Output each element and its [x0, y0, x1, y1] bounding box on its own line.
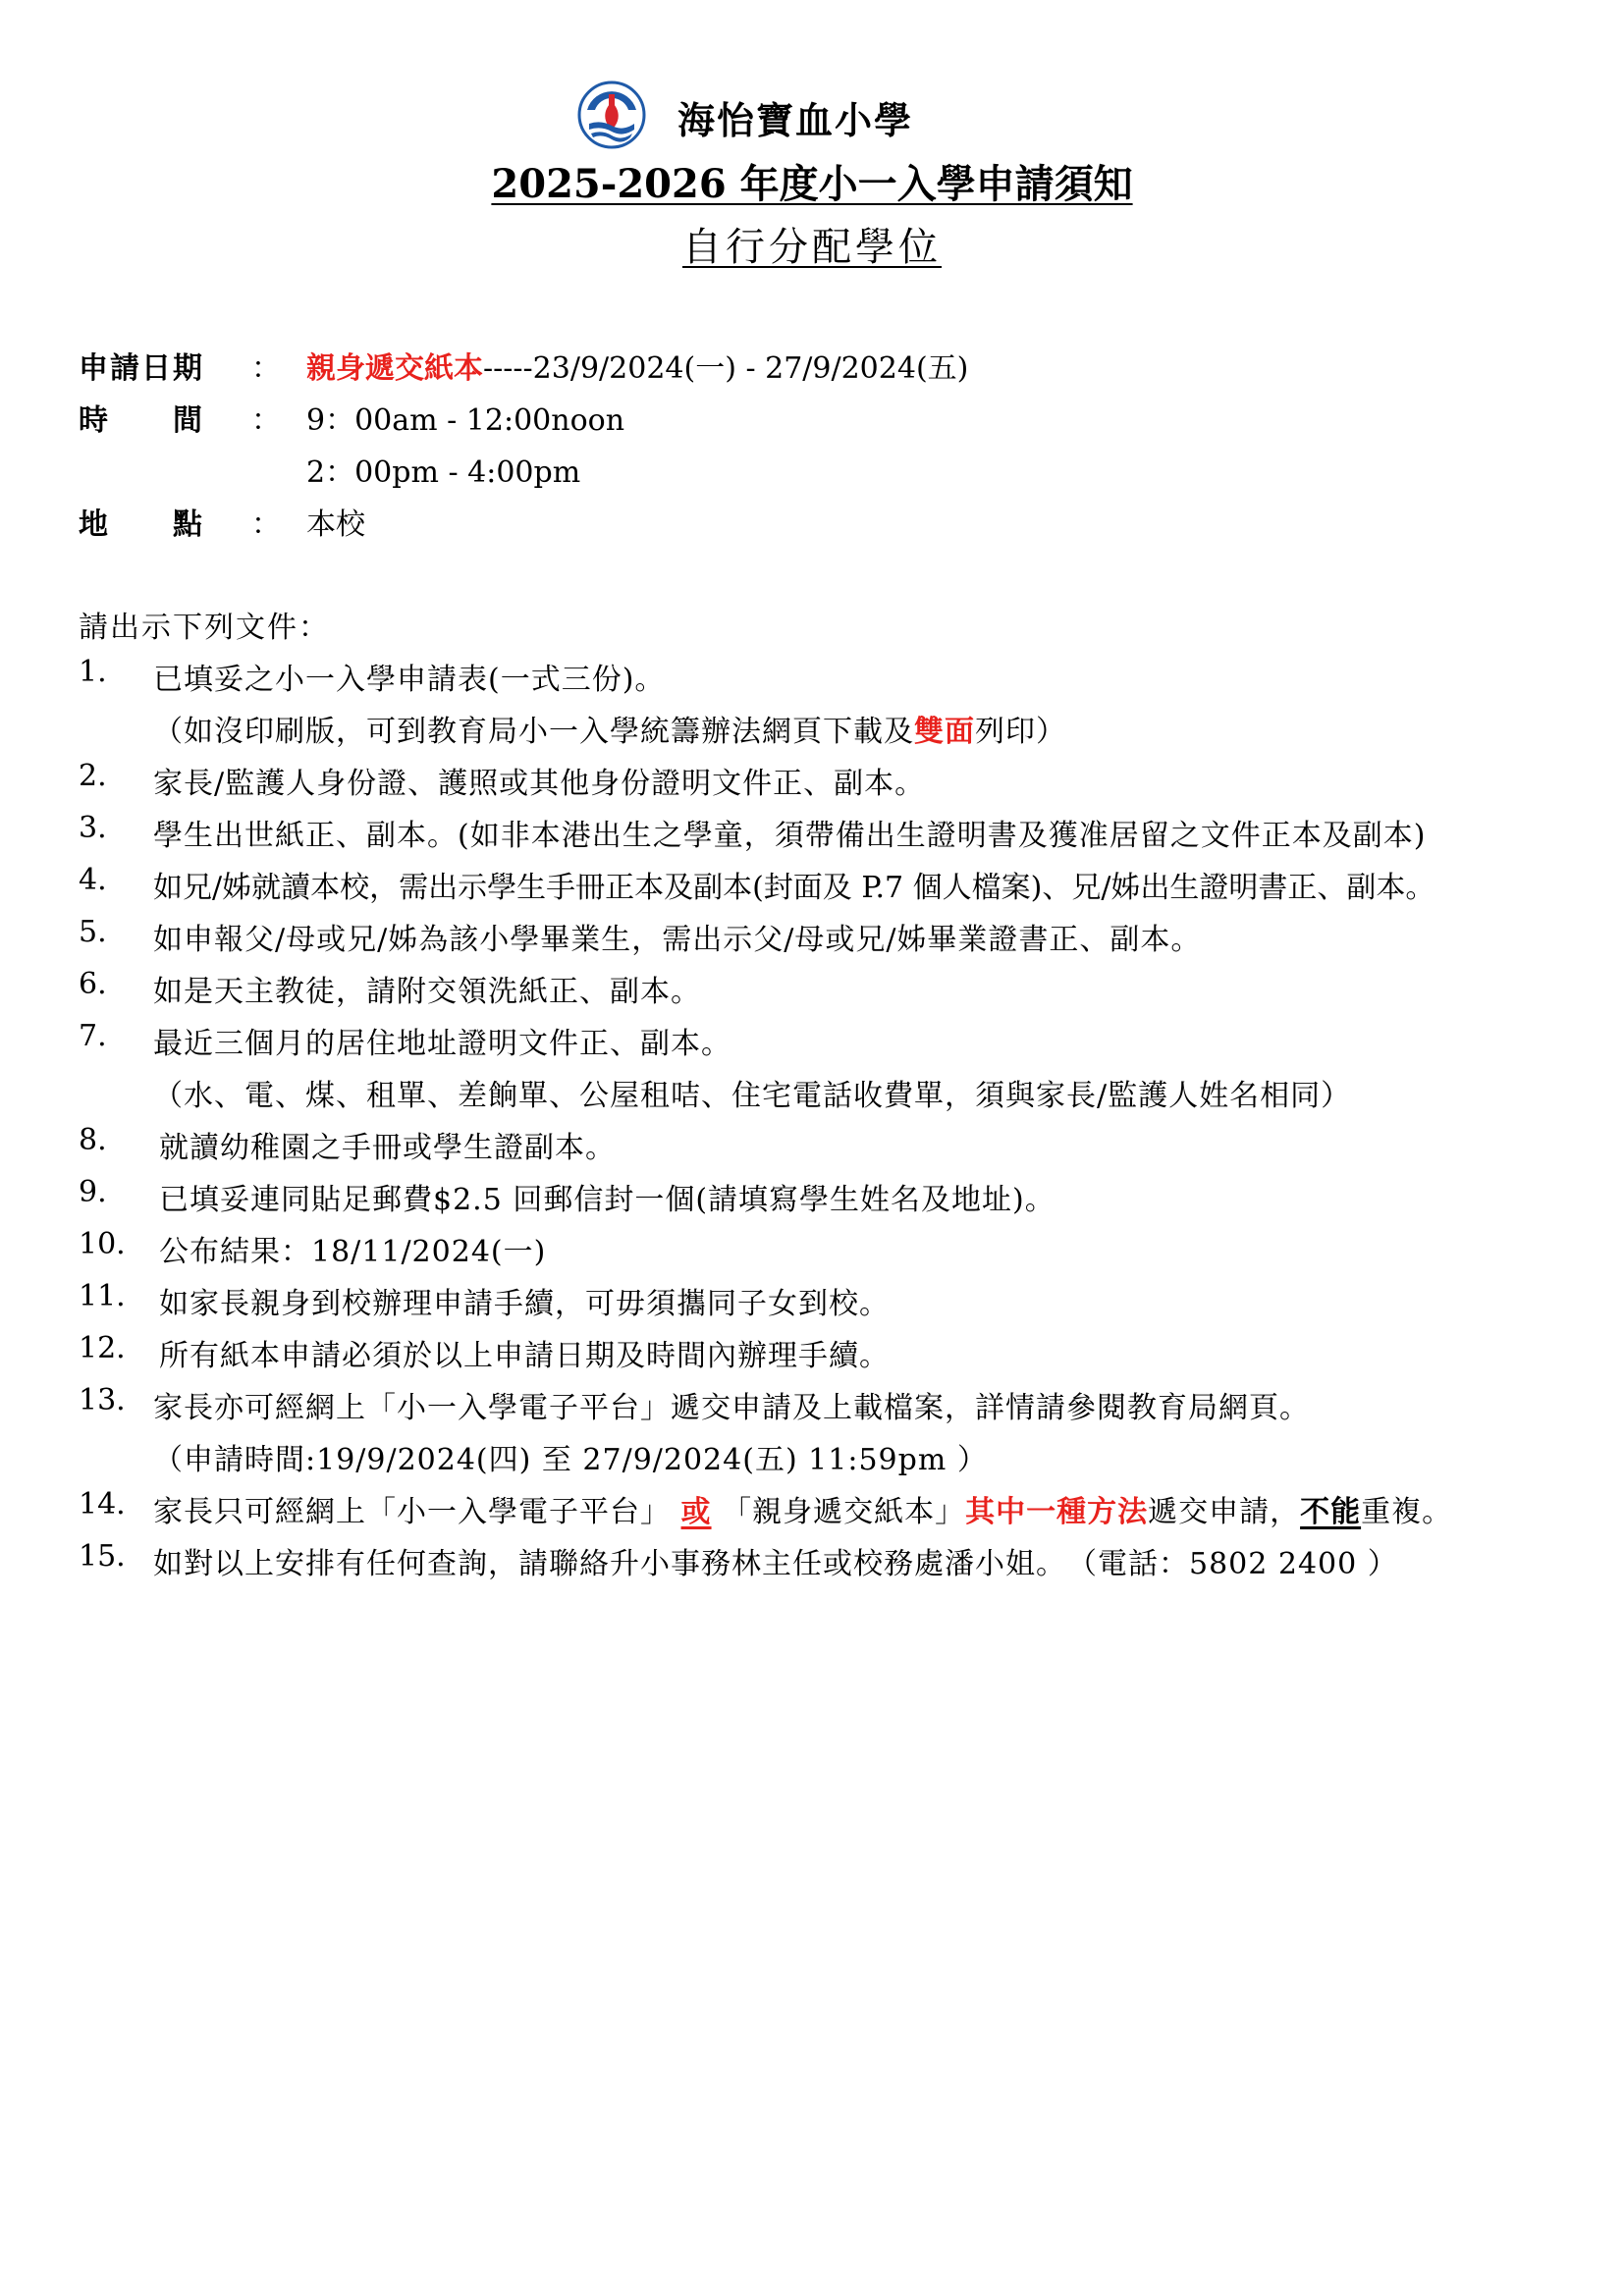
- note-highlight: 雙面: [914, 715, 975, 749]
- item-text: 如申報父/母或兄/姊為該小學畢業生，需出示父/母或兄/姊畢業證書正、副本。: [153, 923, 1202, 957]
- place-label: 地 點: [79, 507, 204, 542]
- item-text: 已填妥之小一入學申請表(一式三份)。: [153, 663, 666, 697]
- note-text-end: 列印）: [975, 715, 1066, 749]
- item-number: 4.: [79, 863, 107, 897]
- date-colon: ：: [251, 351, 281, 386]
- item-text: 已填妥連同貼足郵費$2.5 回郵信封一個(請填寫學生姓名及地址)。: [159, 1183, 1056, 1217]
- item-14-emphasis: 不能: [1300, 1495, 1362, 1529]
- item-text: 如兄/姊就讀本校，需出示學生手冊正本及副本(封面及 P.7 個人檔案)、兄/姊出生證明書正、副本。: [153, 871, 1435, 905]
- item-14-text-a: 家長只可經網上「小一入學電子平台」: [153, 1495, 671, 1529]
- item-text: 最近三個月的居住地址證明文件正、副本。: [153, 1027, 731, 1061]
- item-14-text-c: 遞交申請，: [1148, 1495, 1301, 1529]
- item-text: 家長亦可經網上「小一入學電子平台」遞交申請及上載檔案，詳情請參閱教育局網頁。: [153, 1391, 1310, 1425]
- item-text: 如是天主教徒，請附交領洗紙正、副本。: [153, 975, 701, 1009]
- item-text: [153, 1487, 1452, 1530]
- item-13-note: （申請時間:19/9/2024(四) 至 27/9/2024(五) 11:59pm ）: [153, 1443, 988, 1477]
- place-colon: ：: [251, 507, 281, 542]
- item-14-text-b: 「親身遞交紙本」: [722, 1495, 966, 1529]
- item-text: 學生出世紙正、副本。(如非本港出生之學童，須帶備出生證明書及獲准居留之文件正本及副本): [153, 819, 1427, 853]
- item-number: 15.: [79, 1539, 126, 1574]
- date-label: 申請日期: [79, 351, 204, 386]
- item-number: 11.: [79, 1279, 126, 1313]
- place-value: 本校: [306, 507, 365, 542]
- item-text: 公布結果：18/11/2024(一): [159, 1235, 547, 1269]
- time-colon: ：: [251, 403, 281, 438]
- item-1-note: [153, 707, 1066, 750]
- item-number: 6.: [79, 967, 107, 1001]
- item-number: 2.: [79, 759, 107, 793]
- item-14-highlight: 其中一種方法: [965, 1495, 1149, 1529]
- item-number: 10.: [79, 1227, 126, 1261]
- item-14-text-d: 重複。: [1361, 1495, 1453, 1529]
- item-text: 所有紙本申請必須於以上申請日期及時間內辦理手續。: [159, 1339, 890, 1373]
- item-number: 12.: [79, 1331, 126, 1365]
- item-text: 就讀幼稚園之手冊或學生證副本。: [159, 1131, 616, 1165]
- item-text: 如對以上安排有任何查詢，請聯絡升小事務林主任或校務處潘小姐。 （電話：5802 2400 ）: [153, 1547, 1398, 1581]
- item-number: 13.: [79, 1383, 126, 1417]
- school-crest-logo-icon: [577, 80, 646, 149]
- date-method: 親身遞交紙本: [306, 351, 483, 386]
- item-number: 14.: [79, 1487, 126, 1522]
- item-number: 1.: [79, 655, 107, 689]
- date-range: -----23/9/2024(一) - 27/9/2024(五): [483, 351, 969, 386]
- documents-intro: 請出示下列文件：: [79, 611, 330, 645]
- date-value: [306, 344, 968, 387]
- item-number: 7.: [79, 1019, 107, 1053]
- item-14-or: 或: [680, 1495, 712, 1529]
- note-text: （如沒印刷版，可到教育局小一入學統籌辦法網頁下載及: [153, 715, 914, 749]
- item-7-note: （水、電、煤、租單、差餉單、公屋租咭、住宅電話收費單，須與家長/監護人姓名相同）: [153, 1079, 1352, 1113]
- item-number: 9.: [79, 1175, 107, 1209]
- title-text: 2025-2026 年度小一入學申請須知: [491, 161, 1133, 207]
- school-name: 海怡寶血小學: [677, 98, 914, 142]
- time-value-afternoon: 2：00pm - 4:00pm: [306, 455, 581, 490]
- item-text: 家長/監護人身份證、護照或其他身份證明文件正、副本。: [153, 767, 926, 801]
- item-number: 5.: [79, 915, 107, 949]
- document-title: [0, 153, 1624, 209]
- time-value-morning: 9：00am - 12:00noon: [306, 403, 625, 438]
- subtitle-text: 自行分配學位: [682, 225, 942, 270]
- item-number: 3.: [79, 811, 107, 845]
- time-label: 時 間: [79, 403, 204, 438]
- item-text: 如家長親身到校辦理申請手續，可毋須攜同子女到校。: [159, 1287, 890, 1321]
- item-number: 8.: [79, 1123, 107, 1157]
- document-subtitle: [0, 216, 1624, 272]
